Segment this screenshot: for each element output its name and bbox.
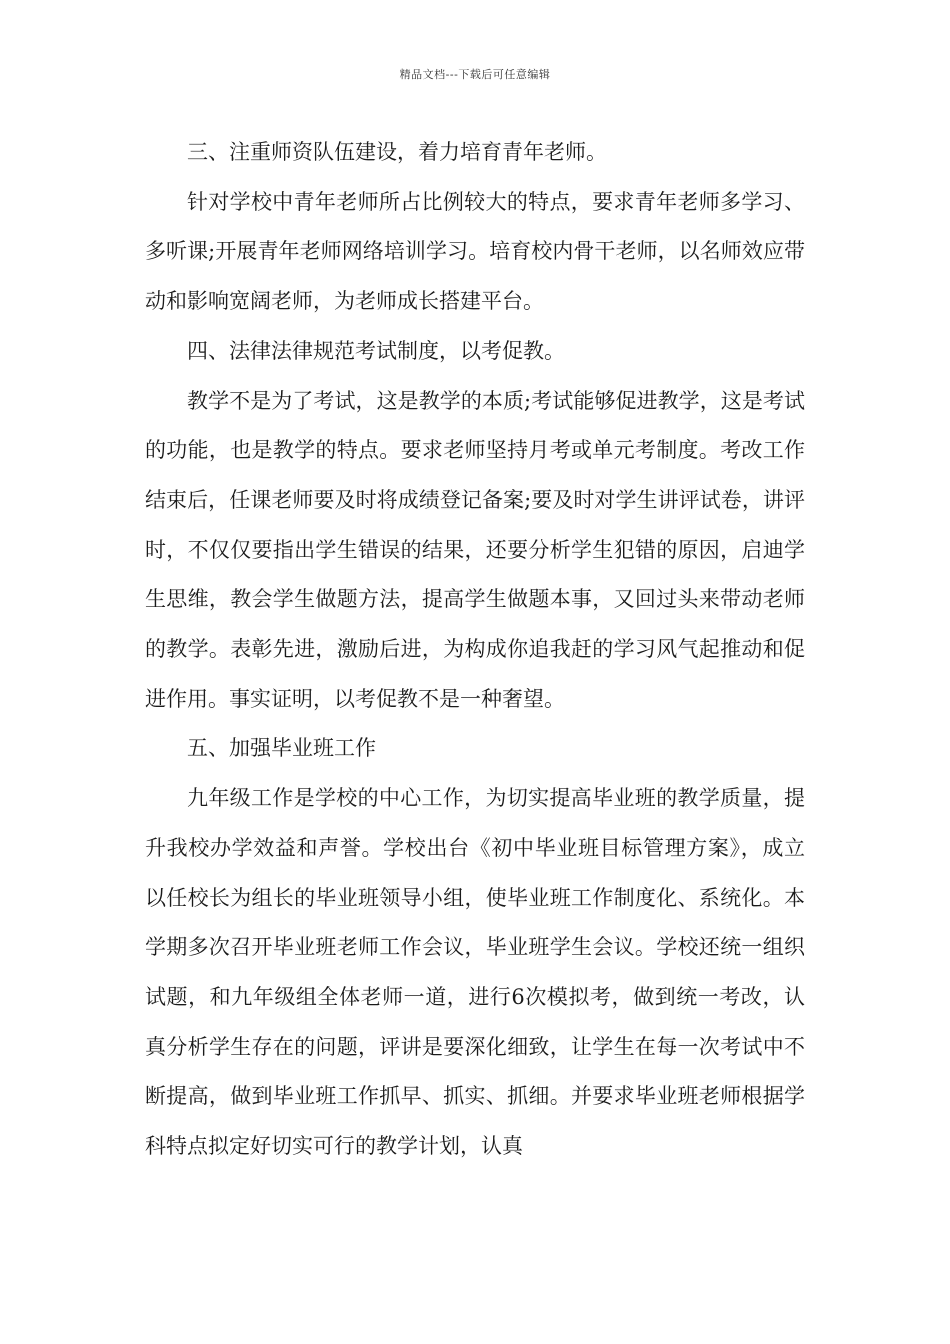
section-paragraph-5: 九年级工作是学校的中心工作，为切实提高毕业班的教学质量，提升我校办学效益和声誉。学校出台《初中毕业班目标管理方案》，成立以任校长为组长的毕业班领导小组，使毕业班工作制度化、系统化。本学期多次召开毕业班老师工作会议，毕业班学生会议。学校还统一组织试题，和九年级组全体老师一道，进行6次模拟考，做到统一考改，认真分析学生存在的问题，评讲是要深化细致，让学生在每一次考试中不断提高，做到毕业班工作抓早、抓实、抓细。并要求毕业班老师根据学科特点拟定好切实可行的教学计划，认真 [145, 786, 805, 1159]
section-paragraph-4: 教学不是为了考试，这是教学的本质;考试能够促进教学，这是考试的功能，也是教学的特点。要求老师坚持月考或单元考制度。考改工作结束后，任课老师要及时将成绩登记备案;要及时对学生讲评试卷，讲评时，不仅仅要指出学生错误的结果，还要分析学生犯错的原因，启迪学生思维，教会学生做题方法，提高学生做题本事，又回过头来带动老师的教学。表彰先进，激励后进，为构成你追我赶的学习风气起推动和促进作用。事实证明，以考促教不是一种奢望。 [145, 388, 805, 711]
page-header: 精品文档---下载后可任意编辑 [399, 68, 551, 81]
section-paragraph-3: 针对学校中青年老师所占比例较大的特点，要求青年老师多学习、多听课;开展青年老师网络培训学习。培育校内骨干老师，以名师效应带动和影响宽阔老师，为老师成长搭建平台。 [145, 189, 805, 314]
section-heading-5: 五、加强毕业班工作 [187, 736, 376, 761]
document-body [145, 128, 805, 1172]
section-heading-4: 四、法律法律规范考试制度，以考促教。 [187, 338, 565, 363]
section-heading-3: 三、注重师资队伍建设，着力培育青年老师。 [187, 140, 607, 164]
